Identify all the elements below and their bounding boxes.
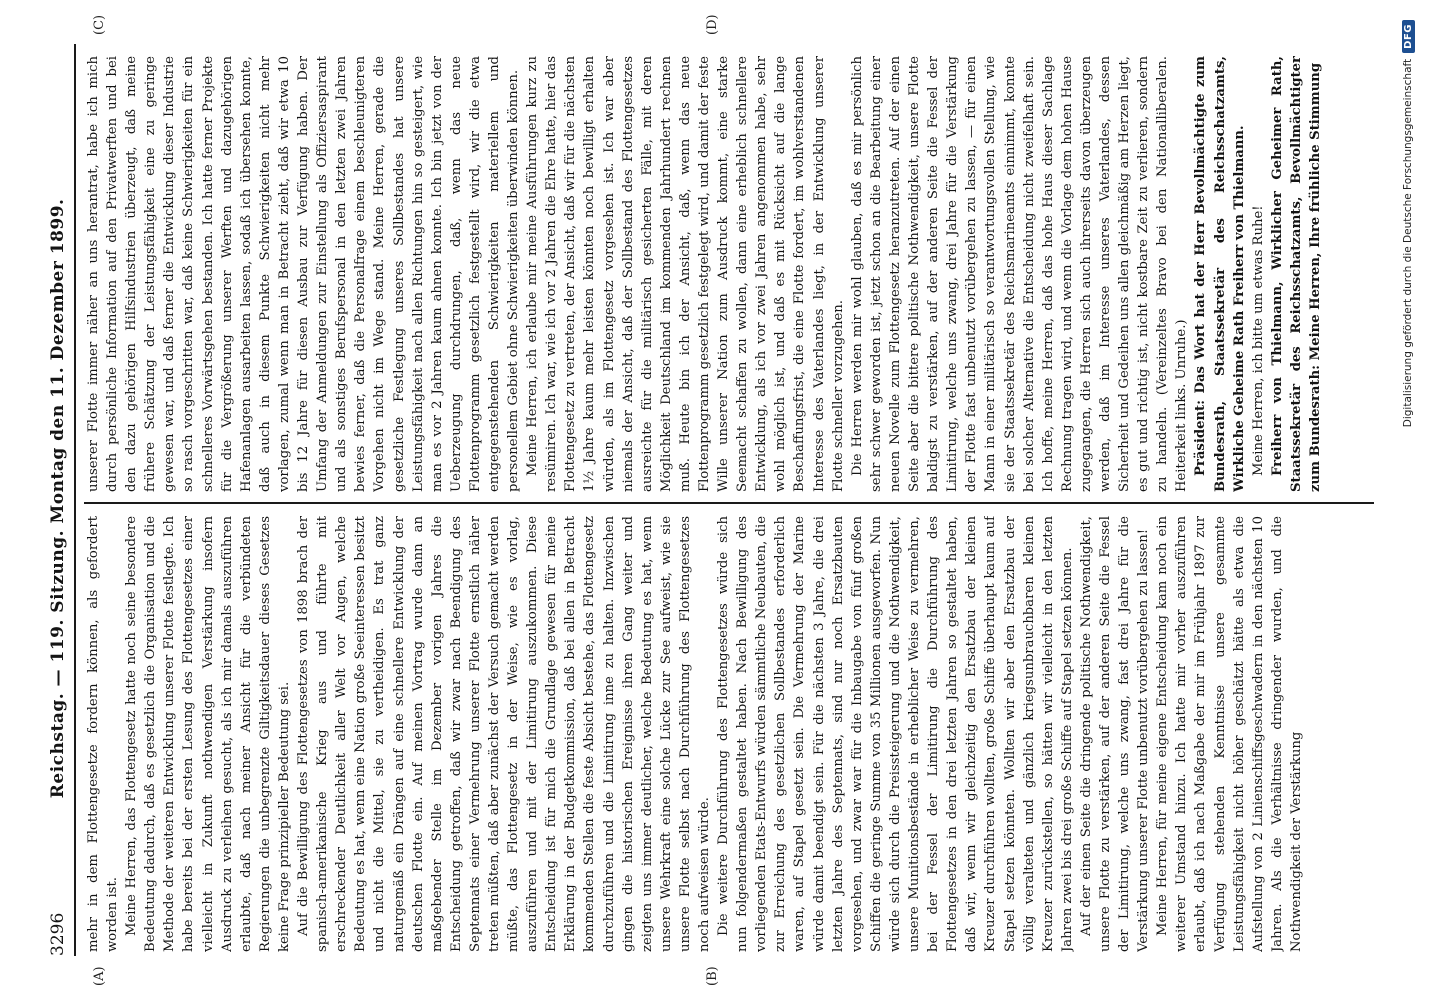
page-header: [46, 44, 70, 956]
header-rule: [74, 44, 76, 956]
speaker-intro: Freiherr von Thielmann, Wirklicher Geheimer Rath, Staatssekretär des Reichsschatzamts, Bevollmächtigter zum Bundesrath: Meine Herren, Ihre frühliche Stimmung: [1269, 56, 1323, 492]
president-speech: Präsident: Das Wort hat der Herr Bevollmächtigte zum Bundesrath, Staatssekretär des Reichsschatzamts, Wirkliche Geheime Rath Freiherr von Thielmann.: [1193, 56, 1247, 492]
paragraph: Meine Herren, das Flottengesetz hatte noch seine besondere Bedeutung dadurch, daß es gesetzlich die Organisation und die Methode der weiteren Entwicklung unserer Flotte festlegte. Ich habe bereits bei der ersten Lesung des Flottengesetzes einer vielleicht in Zukunft nothwendigen Verstärkung insofern Ausdruck zu verleihen gesucht, als ich mir damals auszuführen erlaubte, daß nach meiner Ansicht für die verbündeten Regierungen die unbegrenzte Giltigkeitsdauer dieses Gesetzes keine Frage prinzipieller Bedeutung sei.: [124, 516, 292, 952]
paragraph: Meine Herren, ich bitte um etwas Ruhe!: [1250, 205, 1266, 476]
column-divider: [84, 502, 1374, 504]
paragraph: Meine Herren, ich erlaube mir meine Ausführungen kurz zu resümiren. Ich war, wie ich vor 2 Jahren die Ehre hatte, hier das Flottengesetz zu vertreten, der Ansicht, daß wir für die nächsten 1½ Jahre kaum mehr leisten könnten noch bewilligt erhalten würden, als im Flottengesetz vorgesehen ist. Ich war aber niemals der Ansicht, daß der Sollbestand des Flottengesetzes ausreichte für die militärisch gesicherten Fälle, mit deren Möglichkeit Deutschland im kommenden Jahrhundert rechnen muß. Heute bin ich der Ansicht, daß, wenn das neue Flottenprogramm gesetzlich festgelegt wird, und damit der feste Wille unserer Nation zum Ausdruck kommt, eine starke Seemacht schaffen zu wollen, dann eine erheblich schnellere Entwicklung, als ich vor zwei Jahren angenommen habe, sehr wohl möglich ist, und daß es mit Rücksicht auf die lange Beschaffungsfrist, die eine Flotte fordert, im wohlverstandenen Interesse des Vaterlandes liegt, in der Entwicklung unserer Flotte schneller vorzugehen.: [525, 56, 846, 492]
left-column: [84, 516, 1380, 952]
margin-mark-a: (A): [92, 966, 107, 986]
paragraph: Die weitere Durchführung des Flottengesetzes würde sich nun folgendermaßen gestaltet haben. Nach Bewilligung des vorliegenden Etats-Entwurfs würden sämmtliche Neubauten, die zur Erreichung des gesetzlichen Sollbestandes erforderlich waren, auf Stapel gesetzt sein. Die Vermehrung der Marine würde damit beendigt sein. Für die nächsten 3 Jahre, die drei letzten Jahre des Septennats, sind nur noch Ersatzbauten vorgesehen, und zwar war für die Inbaugabe von fünf großen Schiffen die geringe Summe von 35 Millionen ausgeworfen. Nun würde sich durch die Preissteigerung und die Nothwendigkeit, unsere Munitionsbestände in erheblicher Weise zu vermehren, bei der Fessel der Limitirung die Durchführung des Flottengesetzes in den drei letzten Jahren so gestaltet haben, daß wir, wenn wir gleichzeitig den Ersatzbau der kleinen Kreuzer durchführen wollten, große Schiffe überhaupt kaum auf Stapel setzen könnten. Wollten wir aber den Ersatzbau der völlig veralteten und gänzlich kriegsunbrauchbaren kleinen Kreuzer zurückstellen, so hätten wir vielleicht in den letzten Jahren zwei bis drei große Schiffe auf Stapel setzen können.: [716, 516, 1075, 952]
paragraph: Die Herren werden mir wohl glauben, daß es mir persönlich sehr schwer geworden ist, jetzt schon an die Bearbeitung einer neuen Novelle zum Flottengesetz heranzutreten. Auf der einen Seite aber die bittere politische Nothwendigkeit, unsere Flotte baldigst zu verstärken, auf der anderen Seite die Fessel der Limitirung, welche uns zwang, drei Jahre für die Verstärkung der Flotte fast unbenutzt vorübergehen zu lassen, — für einen Mann in einer militärisch so verantwortungsvollen Stellung, wie sie der Staatssekretär des Reichsmarineamts einnimmt, konnte bei solcher Alternative die Entscheidung nicht zweifelhaft sein. Ich hoffe, meine Herren, daß das hohe Haus dieser Sachlage Rechnung tragen wird, und wenn die Vorlage dem hohen Hause zugegangen, die Herren sich auch ihrerseits davon überzeugen werden, daß im Interesse unseres Vaterlandes, dessen Sicherheit und Gedeihen uns allen gleichmäßig am Herzen liegt, es gut und richtig ist, nicht kostbare Zeit zu verlieren, sondern zu handeln. (Vereinzeltes Bravo bei den Nationalliberalen. Heiterkeit links. Unruhe.): [849, 56, 1190, 492]
margin-mark-c: (C): [92, 14, 107, 35]
paragraph: mehr in dem Flottengesetze fordern können, als gefordert worden ist.: [86, 516, 121, 952]
dfg-logo: DFG: [1402, 20, 1415, 53]
paragraph: Auf der einen Seite die dringende politische Nothwendigkeit, unsere Flotte zu verstärken, auf der anderen Seite die Fessel der Limitirung, welche uns zwang, fast drei Jahre für die Verstärkung unserer Flotte unbenutzt vorübergehen zu lassen!: [1078, 516, 1152, 952]
digitisation-notice: [1398, 20, 1418, 580]
page-number: 3296: [48, 912, 68, 956]
margin-mark-d: (D): [705, 14, 720, 35]
page-title: Reichstag. — 119. Sitzung. Montag den 11. Dezember 1899.: [48, 198, 68, 799]
right-column: [84, 56, 1380, 492]
paragraph: Meine Herren, für meine eigene Entscheidung kam noch ein weiterer Umstand hinzu. Ich hatte mir vorher auszuführen erlaubt, daß ich nach Maßgabe der mir im Frühjahr 1897 zur Verfügung stehenden Kenntnisse unsere gesammte Leistungsfähigkeit nicht höher geschätzt hätte als etwa die Aufstellung von 2 Linienschiffsgeschwadern in den nächsten 10 Jahren. Als die Verhältnisse dringender wurden, und die Nothwendigkeit der Verstärkung: [1155, 516, 1304, 952]
paragraph: unserer Flotte immer näher an uns herantrat, habe ich mich durch persönliche Information auf den Privatwerften und bei den dazu gehörigen Hilfsindustrien überzeugt, daß meine frühere Schätzung der Leistungsfähigkeit eine zu geringe gewesen war, und daß ferner die Entwicklung dieser Industrie so rasch vorgeschritten war, daß keine Schwierigkeiten für ein schnelleres Vorwärtsgehen bestanden. Ich hatte ferner Projekte für die Vergrößerung unserer Werften und dazugehörigen Hafenanlagen ausarbeiten lassen, sodaß ich übersehen konnte, daß auch in diesem Punkte Schwierigkeiten nicht mehr vorlagen, zumal wenn man in Betracht zieht, daß wir etwa 10 bis 12 Jahre für diesen Ausbau zur Verfügung haben. Der Umfang der Anmeldungen zur Einstellung als Offiziersaspirant und als sonstiges Berufspersonal in den letzten zwei Jahren bewies ferner, daß die Personalfrage einem beschleunigteren Vorgehen nicht im Wege stand. Meine Herren, gerade die gesetzliche Festlegung unseres Sollbestandes hat unsere Leistungsfähigkeit nach allen Richtungen hin so gesteigert, wie man es vor 2 Jahren kaum ahnen konnte. Ich bin jetzt von der Ueberzeugung durchdrungen, daß, wenn das neue Flottenprogramm gesetzlich festgestellt wird, wir die etwa entgegenstehenden Schwierigkeiten materiellem und personellem Gebiet ohne Schwierigkeiten überwinden können.: [86, 56, 522, 492]
margin-mark-b: (B): [705, 966, 720, 986]
digitisation-text: Digitalisierung gefördert durch die Deutsche Forschungsgemeinschaft: [1402, 58, 1414, 428]
paragraph: Auf die Bewilligung des Flottengesetzes von 1898 brach der spanisch-amerikanische Krieg aus und führte mit erschreckender Deutlichkeit aller Welt vor Augen, welche Bedeutung es hat, wenn eine Nation große Seeinteressen besitzt und nicht die Mittel, sie zu vertheidigen. Es trat ganz naturgemäß ein Drängen auf eine schnellere Entwicklung der deutschen Flotte ein. Auf meinen Vortrag wurde dann an maßgebender Stelle im Dezember vorigen Jahres die Entscheidung getroffen, daß wir zwar nach Beendigung des Septennats einer Vermehrung unserer Flotte ernstlich näher treten müßten, daß aber zunächst der Versuch gemacht werden müßte, das Flottengesetz in der Weise, wie es vorlag, auszuführen und mit der Limitirung auszukommen. Diese Entscheidung ist für mich die Grundlage gewesen für meine Erklärung in der Budgetkommission, daß bei allen in Betracht kommenden Stellen die feste Absicht bestehe, das Flottengesetz durchzuführen und die Limitirung inne zu halten. Inzwischen gingen die historischen Ereignisse ihren Gang weiter und zeigten uns immer deutlicher, welche Bedeutung es hat, wenn unsere Wehrkraft eine solche Lücke zur See aufweist, wie sie unsere Flotte selbst nach Durchführung des Flottengesetzes noch aufweisen würde.: [296, 516, 712, 952]
